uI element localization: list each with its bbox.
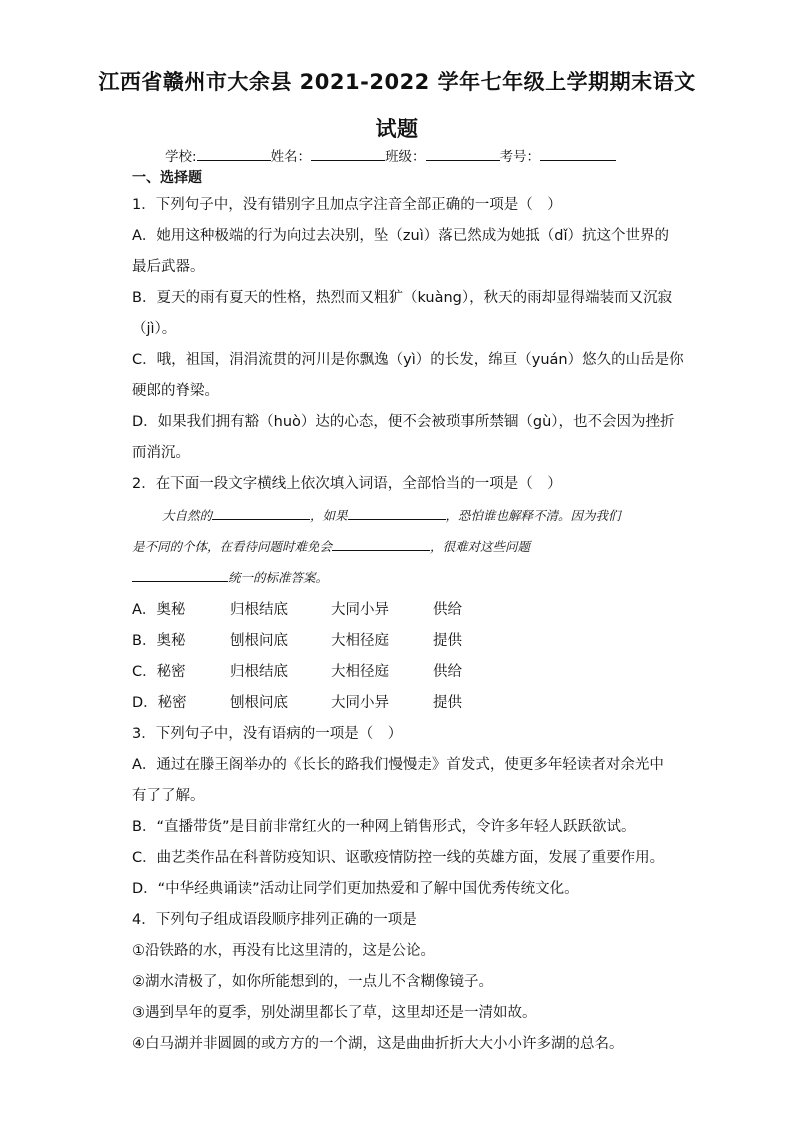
- q2-option-c-word4: 供给: [433, 664, 462, 680]
- passage-text: 大自然的: [162, 508, 213, 523]
- q4-sentence-2: ②湖水清极了，如你所能想到的，一点儿不含糊像镜子。: [132, 974, 493, 990]
- q1-option-b: B．夏天的雨有夏天的性格，热烈而又粗犷（kuàng），秋天的雨却显得端装而又沉寂: [132, 290, 673, 306]
- q3-stem: 3．下列句子中，没有语病的一项是（ ）: [132, 726, 403, 742]
- q1-option-b-cont: （jì）。: [132, 321, 177, 337]
- passage-text: 是不同的个体，在看待问题时难免会: [132, 539, 333, 554]
- q2-option-a-word1: A．奥秘: [132, 602, 186, 618]
- q2-passage-line2: [132, 537, 530, 555]
- q2-option-a-word3: 大同小异: [331, 602, 389, 618]
- name-blank: [311, 146, 385, 161]
- q3-option-c: C．曲艺类作品在科普防疫知识、讴歌疫情防控一线的英雄方面，发展了重要作用。: [132, 850, 665, 866]
- passage-text: ，很难对这些问题: [430, 539, 531, 554]
- q2-option-b-word4: 提供: [433, 633, 462, 649]
- q2-option-d-word4: 提供: [433, 695, 462, 711]
- q1-stem: 1．下列句子中，没有错别字且加点字注音全部正确的一项是（ ）: [132, 197, 562, 213]
- q3-option-d: D．“中华经典诵读”活动让同学们更加热爱和了解中国优秀传统文化。: [132, 881, 579, 897]
- q3-option-b: B．“直播带货”是目前非常红火的一种网上销售形式，令许多年轻人跃跃欲试。: [132, 819, 636, 835]
- passage-text: ，恐怕谁也解释不清。因为我们: [445, 508, 621, 523]
- q3-option-a: A．通过在滕王阁举办的《长长的路我们慢慢走》首发式，使更多年轻读者对余光中: [132, 757, 664, 773]
- q2-stem: 2．在下面一段文字横线上依次填入词语，全部恰当的一项是（ ）: [132, 476, 562, 492]
- q4-sentence-4: ④白马湖并非圆圆的或方方的一个湖，这是曲曲折折大大小小许多湖的总名。: [132, 1036, 624, 1052]
- q2-option-b-word3: 大相径庭: [331, 633, 389, 649]
- q3-option-a-cont: 有了了解。: [132, 788, 205, 804]
- q1-option-a: A．她用这种极端的行为向过去决别，坠（zuì）落已然成为她抵（dǐ）抗这个世界的: [132, 228, 669, 244]
- section-heading: 一、选择题: [132, 170, 202, 186]
- q1-option-d: D．如果我们拥有豁（huò）达的心态，便不会被琐事所禁锢（gù），也不会因为挫折: [132, 414, 675, 430]
- page-title: 江西省赣州市大余县 2021-2022 学年七年级上学期期末语文: [98, 70, 696, 94]
- passage-text: 统一的标准答案。: [228, 570, 329, 585]
- q2-option-a-word2: 归根结底: [230, 602, 288, 618]
- q2-option-d-word1: D．秘密: [132, 695, 187, 711]
- name-label: 姓名：: [270, 149, 312, 165]
- q2-option-d-word3: 大同小异: [331, 695, 389, 711]
- q2-option-b-word1: B．奥秘: [132, 633, 186, 649]
- exam-number-blank: [540, 146, 616, 161]
- school-blank: [197, 146, 271, 161]
- page-title-continued: 试题: [375, 117, 419, 141]
- school-label: 学校:: [165, 149, 197, 165]
- q2-option-d-word2: 刨根问底: [230, 695, 288, 711]
- fill-blank-1: [212, 506, 310, 520]
- student-info-row: [165, 145, 616, 165]
- q1-option-c-cont: 硬郎的脊梁。: [132, 383, 219, 399]
- q2-option-c-word1: C．秘密: [132, 664, 186, 680]
- fill-blank-4: [132, 568, 228, 582]
- fill-blank-3: [332, 537, 430, 551]
- fill-blank-2: [348, 506, 446, 520]
- q4-sentence-3: ③遇到旱年的夏季，别处湖里都长了草，这里却还是一清如故。: [132, 1005, 537, 1021]
- q4-sentence-1: ①沿铁路的水，再没有比这里清的，这是公论。: [132, 943, 435, 959]
- exam-number-label: 考号：: [499, 149, 541, 165]
- q2-option-b-word2: 刨根问底: [230, 633, 288, 649]
- class-blank: [426, 146, 500, 161]
- q4-stem: 4．下列句子组成语段顺序排列正确的一项是: [132, 912, 417, 928]
- q2-passage-line1: [162, 506, 621, 524]
- q1-option-d-cont: 而消沉。: [132, 445, 190, 461]
- q2-option-c-word2: 归根结底: [230, 664, 288, 680]
- q1-option-a-cont: 最后武器。: [132, 259, 205, 275]
- q2-option-a-word4: 供给: [433, 602, 462, 618]
- class-label: 班级：: [385, 149, 426, 165]
- q1-option-c: C．哦，祖国，涓涓流贯的河川是你飘逸（yì）的长发，绵亘（yuán）悠久的山岳是你: [132, 352, 684, 368]
- q2-passage-line3: [132, 568, 328, 586]
- passage-text: ，如果: [310, 508, 348, 523]
- q2-option-c-word3: 大相径庭: [331, 664, 389, 680]
